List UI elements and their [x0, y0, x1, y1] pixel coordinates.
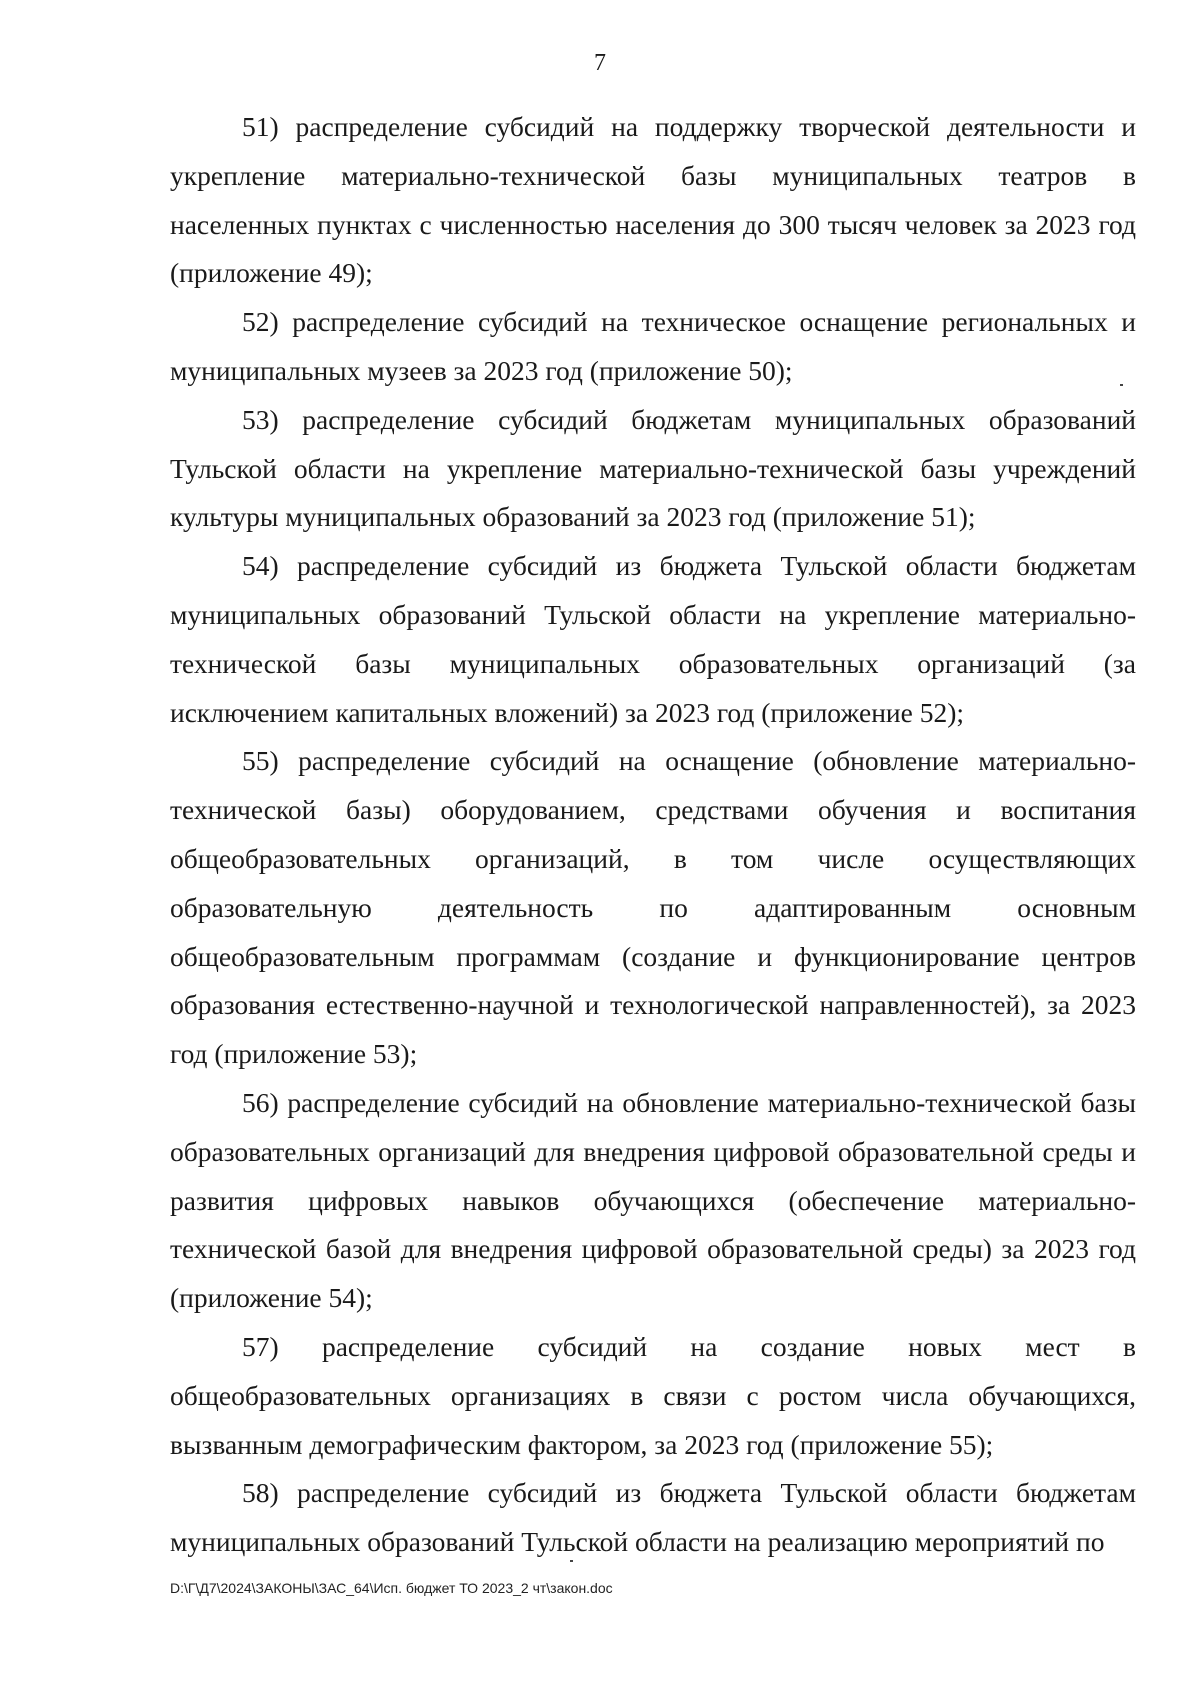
scan-speck	[1120, 384, 1123, 386]
page-number: 7	[594, 50, 606, 76]
paragraph-item-55: 55) распределение субсидий на оснащение (обновление материально-технической базы) оборудованием, средствами обучения и воспитания общеобразовательных организаций, в том числе осуществляющих образовательную деятельность по адаптированным основным общеобразовательным программам (создание и функционирование центров образования естественно-научной и технологической направленностей), за 2023 год (приложение 53);	[170, 745, 1136, 1070]
paragraph-item-52: 52) распределение субсидий на техническое оснащение региональных и муниципальных музеев за 2023 год (приложение 50);	[170, 306, 1136, 386]
document-body	[170, 103, 1136, 1567]
paragraph-item-54: 54) распределение субсидий из бюджета Тульской области бюджетам муниципальных образований Тульской области на укрепление материально-технической базы муниципальных образовательных организаций (за исключением капитальных вложений) за 2023 год (приложение 52);	[170, 550, 1136, 728]
scan-speck	[570, 1560, 573, 1562]
file-path-footer: D:\Г\Д7\2024\ЗАКОНЫ\ЗАС_64\Исп. бюджет ТО 2023_2 чт\закон.doc	[170, 1580, 613, 1596]
paragraph-item-58: 58) распределение субсидий из бюджета Тульской области бюджетам муниципальных образований Тульской области на реализацию мероприятий по	[170, 1477, 1136, 1558]
paragraph-item-51: 51) распределение субсидий на поддержку творческой деятельности и укрепление материально-технической базы муниципальных театров в населенных пунктах с численностью населения до 300 тысяч человек за 2023 год (приложение 49);	[170, 111, 1136, 289]
paragraph-item-53: 53) распределение субсидий бюджетам муниципальных образований Тульской области на укрепление материально-технической базы учреждений культуры муниципальных образований за 2023 год (приложение 51);	[170, 403, 1136, 533]
paragraph-item-56: 56) распределение субсидий на обновление материально-технической базы образовательных организаций для внедрения цифровой образовательной среды и развития цифровых навыков обучающихся (обеспечение материально-технической базой для внедрения цифровой образовательной среды) за 2023 год (приложение 54);	[170, 1086, 1136, 1314]
paragraph-item-57: 57) распределение субсидий на создание новых мест в общеобразовательных организациях в связи с ростом числа обучающихся, вызванным демографическим фактором, за 2023 год (приложение 55);	[170, 1330, 1136, 1460]
